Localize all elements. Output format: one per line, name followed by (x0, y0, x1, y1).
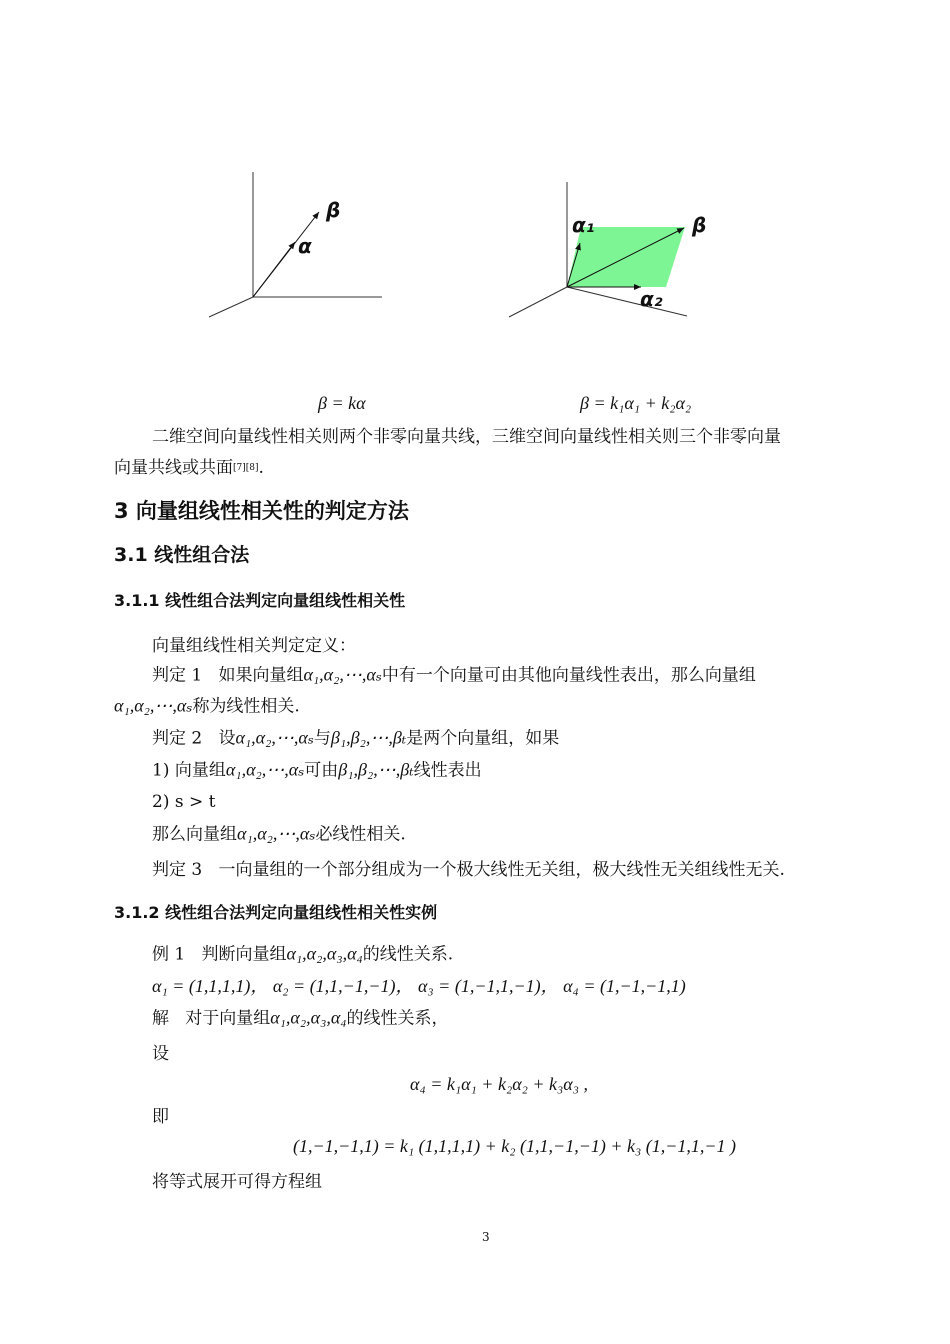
vector-definitions: α₁ = (1,1,1,1)， α₂ = (1,1,−1,−1)， α₃ = (1,−1,1,−1)， α₄ = (1,−1,−1,1) (152, 976, 686, 996)
label: 判定 2 (152, 728, 203, 749)
solution (152, 1007, 449, 1030)
text: 可由 (304, 760, 339, 781)
label-beta: β (692, 213, 707, 237)
math: α₁,α₂,α₃,α₄ (270, 1007, 347, 1028)
text: 必线性相关. (315, 824, 406, 845)
text: 称为线性相关. (192, 696, 300, 717)
let-text: 设 (152, 1044, 169, 1064)
section-heading-3-1: 3.1 线性组合法 (114, 544, 250, 566)
judgement-1 (152, 664, 756, 687)
ie-text: 即 (152, 1107, 169, 1127)
text: 判断向量组 (201, 944, 287, 965)
math: β₁,β₂,⋯,βₜ (330, 727, 407, 748)
text: 设 (218, 728, 236, 749)
label-alpha: α (298, 234, 312, 258)
figure-collinear (209, 172, 382, 317)
math: α₁,α₂,⋯,αₛ (114, 695, 193, 716)
text: 线性表出 (413, 760, 482, 781)
caption-left: β = kα (318, 393, 366, 413)
math: α₁,α₂,⋯,αₛ (225, 759, 305, 780)
text: 是两个向量组，如果 (406, 728, 560, 749)
label: 判定 1 (152, 665, 203, 686)
text: 中有一个向量可由其他向量线性表出，那么向量组 (381, 665, 756, 686)
equation-2: (1,−1,−1,1) = k₁ (1,1,1,1) + k₂ (1,1,−1,−1) + k₃ (1,−1,1,−1 ) (293, 1136, 737, 1156)
label: 判定 3 (152, 860, 203, 880)
vector-alpha (253, 242, 295, 297)
label-beta: β (326, 198, 341, 222)
page-number: 3 (482, 1230, 490, 1244)
math: β₁,β₂,⋯,βₜ (338, 759, 414, 780)
text: 与 (313, 728, 331, 749)
caption-right: β = k₁α₁ + k₂α₂ (580, 393, 692, 413)
judgement-3 (152, 859, 785, 881)
text: 那么向量组 (152, 824, 237, 845)
text: 1) 向量组 (152, 760, 226, 781)
math: α₁,α₂,⋯,αₛ (237, 823, 316, 844)
section-heading-3: 3 向量组线性相关性的判定方法 (114, 499, 409, 523)
label: 解 (152, 1008, 169, 1029)
definition-intro: 向量组线性相关判定定义： (152, 636, 356, 656)
intro-line2 (114, 457, 264, 479)
judgement-2 (152, 727, 559, 750)
judgement-1-cont (114, 695, 300, 718)
text: 的线性关系. (362, 944, 454, 965)
label-alpha1: α₁ (572, 213, 595, 237)
intro-text: 向量共线或共面 (114, 458, 233, 478)
period: . (258, 458, 264, 478)
expand-text: 将等式展开可得方程组 (152, 1172, 322, 1192)
section-heading-3-1-2: 3.1.2 线性组合法判定向量组线性相关性实例 (114, 903, 438, 922)
label: 例 1 (152, 944, 186, 965)
math: α₁,α₂,⋯,αₛ (235, 727, 314, 748)
example-1 (152, 943, 453, 966)
citation: [7][8] (233, 463, 259, 473)
equation-1: α₄ = k₁α₁ + k₂α₂ + k₃α₃ , (410, 1074, 589, 1094)
condition-1 (152, 759, 482, 782)
text: 的线性关系， (346, 1008, 449, 1029)
conclusion (152, 823, 406, 846)
text: 一向量组的一个部分组成为一个极大线性无关组，极大线性无关组线性无关. (218, 860, 785, 880)
math: α₁,α₂,⋯,αₛ (303, 664, 382, 685)
intro-line1: 二维空间向量线性相关则两个非零向量共线，三维空间向量线性相关则三个非零向量 (152, 427, 781, 447)
figure-coplanar (509, 182, 706, 317)
section-heading-3-1-1: 3.1.1 线性组合法判定向量组线性相关性 (114, 591, 406, 610)
figures (0, 0, 950, 400)
condition-2: 2) s > t (152, 792, 216, 812)
label-alpha2: α₂ (640, 287, 663, 311)
text: 如果向量组 (218, 665, 304, 686)
math: α₁,α₂,α₃,α₄ (286, 943, 363, 964)
text: 对于向量组 (185, 1008, 271, 1029)
